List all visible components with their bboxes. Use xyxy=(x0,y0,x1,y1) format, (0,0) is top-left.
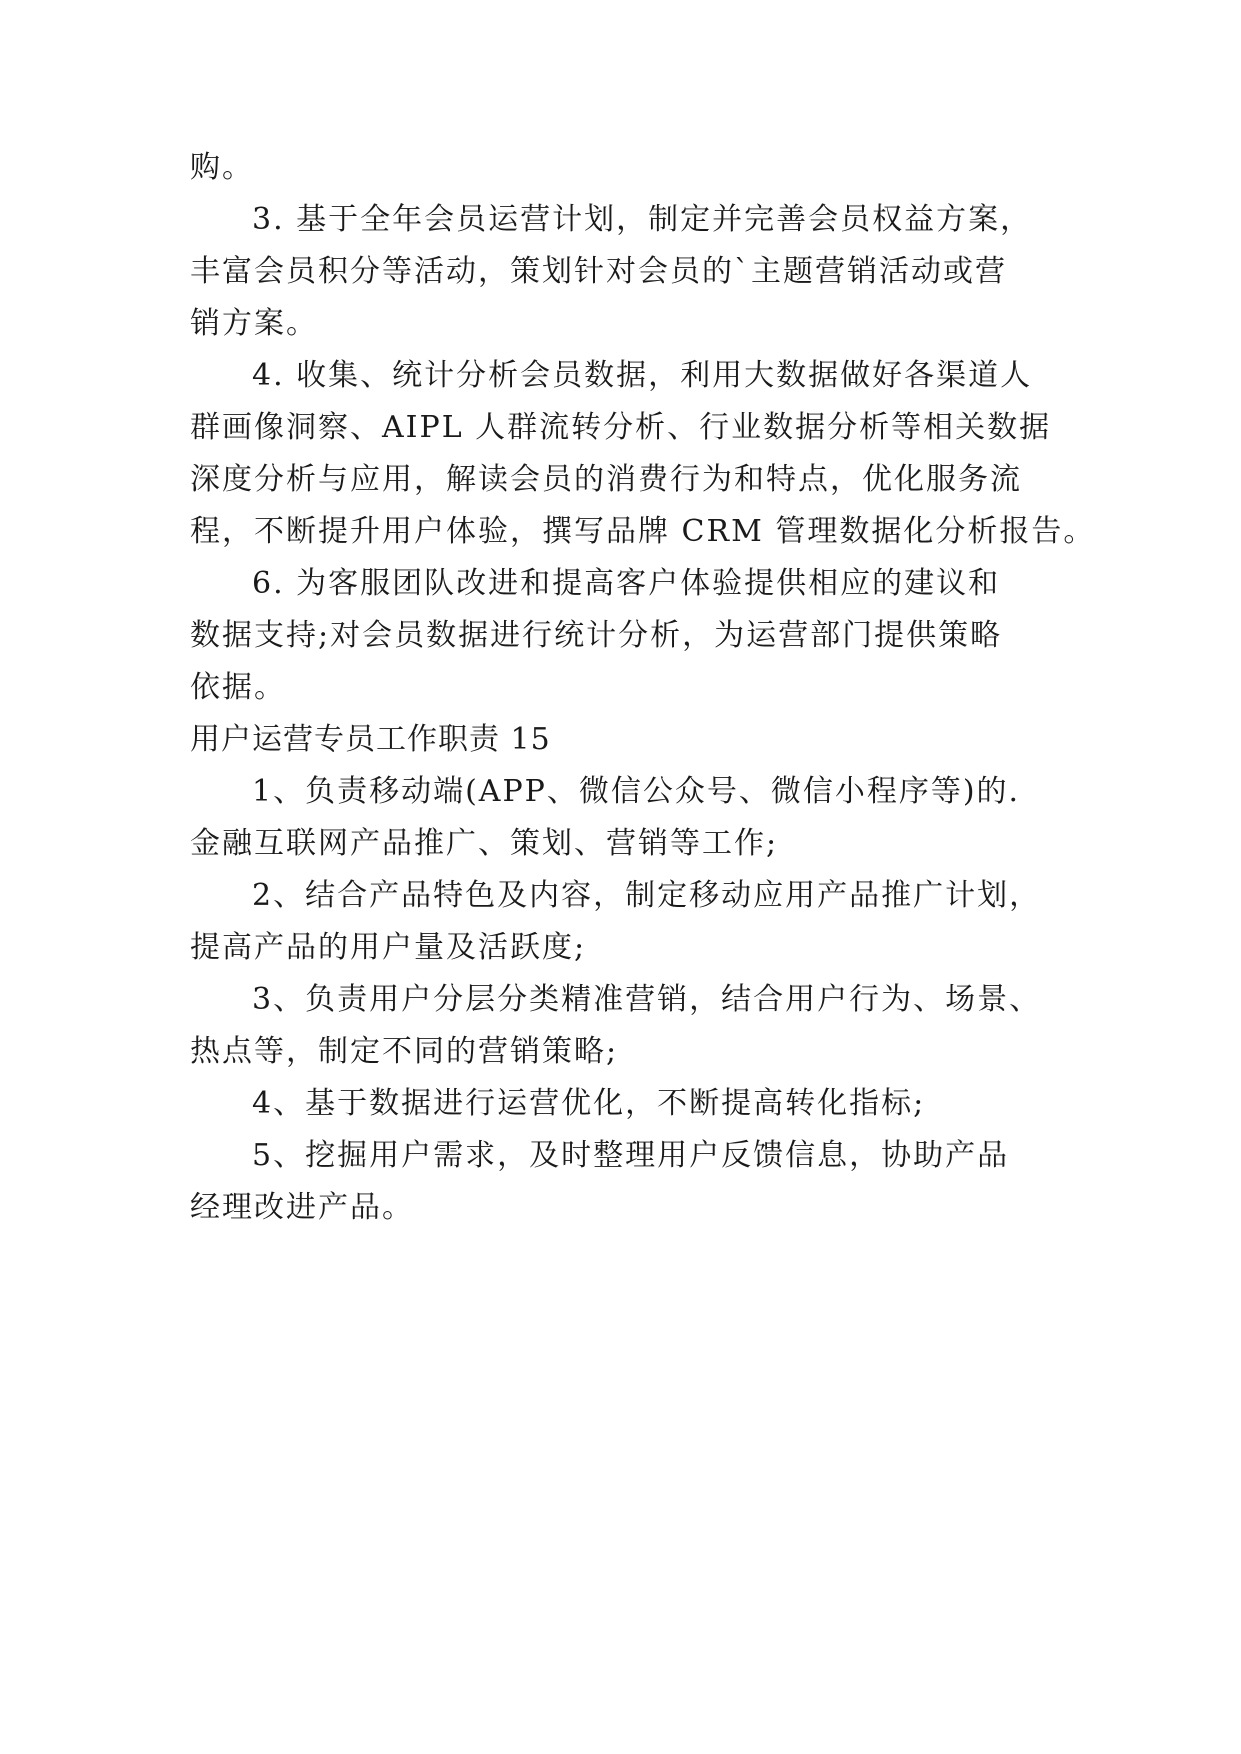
paragraph-6-line-1: 6. 为客服团队改进和提高客户体验提供相应的建议和 xyxy=(252,566,1001,601)
duty-2-line-1: 2、结合产品特色及内容，制定移动应用产品推广计划， xyxy=(252,878,1042,913)
duty-5-line-2: 经理改进产品。 xyxy=(190,1190,414,1225)
paragraph-3-line-1: 3. 基于全年会员运营计划，制定并完善会员权益方案， xyxy=(252,202,1033,237)
section-heading: 用户运营专员工作职责 15 xyxy=(190,722,551,757)
duty-2-line-2: 提高产品的用户量及活跃度; xyxy=(190,930,587,965)
paragraph-6-line-3: 依据。 xyxy=(190,670,286,705)
paragraph-4-line-3: 深度分析与应用，解读会员的消费行为和特点，优化服务流 xyxy=(190,462,1022,497)
paragraph-4-line-1: 4. 收集、统计分析会员数据，利用大数据做好各渠道人 xyxy=(252,358,1033,393)
duty-4-line-1: 4、基于数据进行运营优化，不断提高转化指标; xyxy=(252,1086,926,1121)
duty-1-line-1: 1、负责移动端(APP、微信公众号、微信小程序等)的. xyxy=(252,774,1021,809)
paragraph-4-line-4: 程，不断提升用户体验，撰写品牌 CRM 管理数据化分析报告。 xyxy=(190,514,1096,549)
text-line: 购。 xyxy=(190,150,254,185)
duty-5-line-1: 5、挖掘用户需求，及时整理用户反馈信息，协助产品 xyxy=(252,1138,1010,1173)
duty-3-line-2: 热点等，制定不同的营销策略; xyxy=(190,1034,619,1069)
duty-1-line-2: 金融互联网产品推广、策划、营销等工作; xyxy=(190,826,779,861)
paragraph-3-line-2: 丰富会员积分等活动，策划针对会员的`主题营销活动或营 xyxy=(190,254,1007,289)
duty-3-line-1: 3、负责用户分层分类精准营销，结合用户行为、场景、 xyxy=(252,982,1042,1017)
paragraph-4-line-2: 群画像洞察、AIPL 人群流转分析、行业数据分析等相关数据 xyxy=(190,410,1052,445)
paragraph-6-line-2: 数据支持;对会员数据进行统计分析，为运营部门提供策略 xyxy=(190,618,1003,653)
paragraph-3-line-3: 销方案。 xyxy=(190,306,318,341)
